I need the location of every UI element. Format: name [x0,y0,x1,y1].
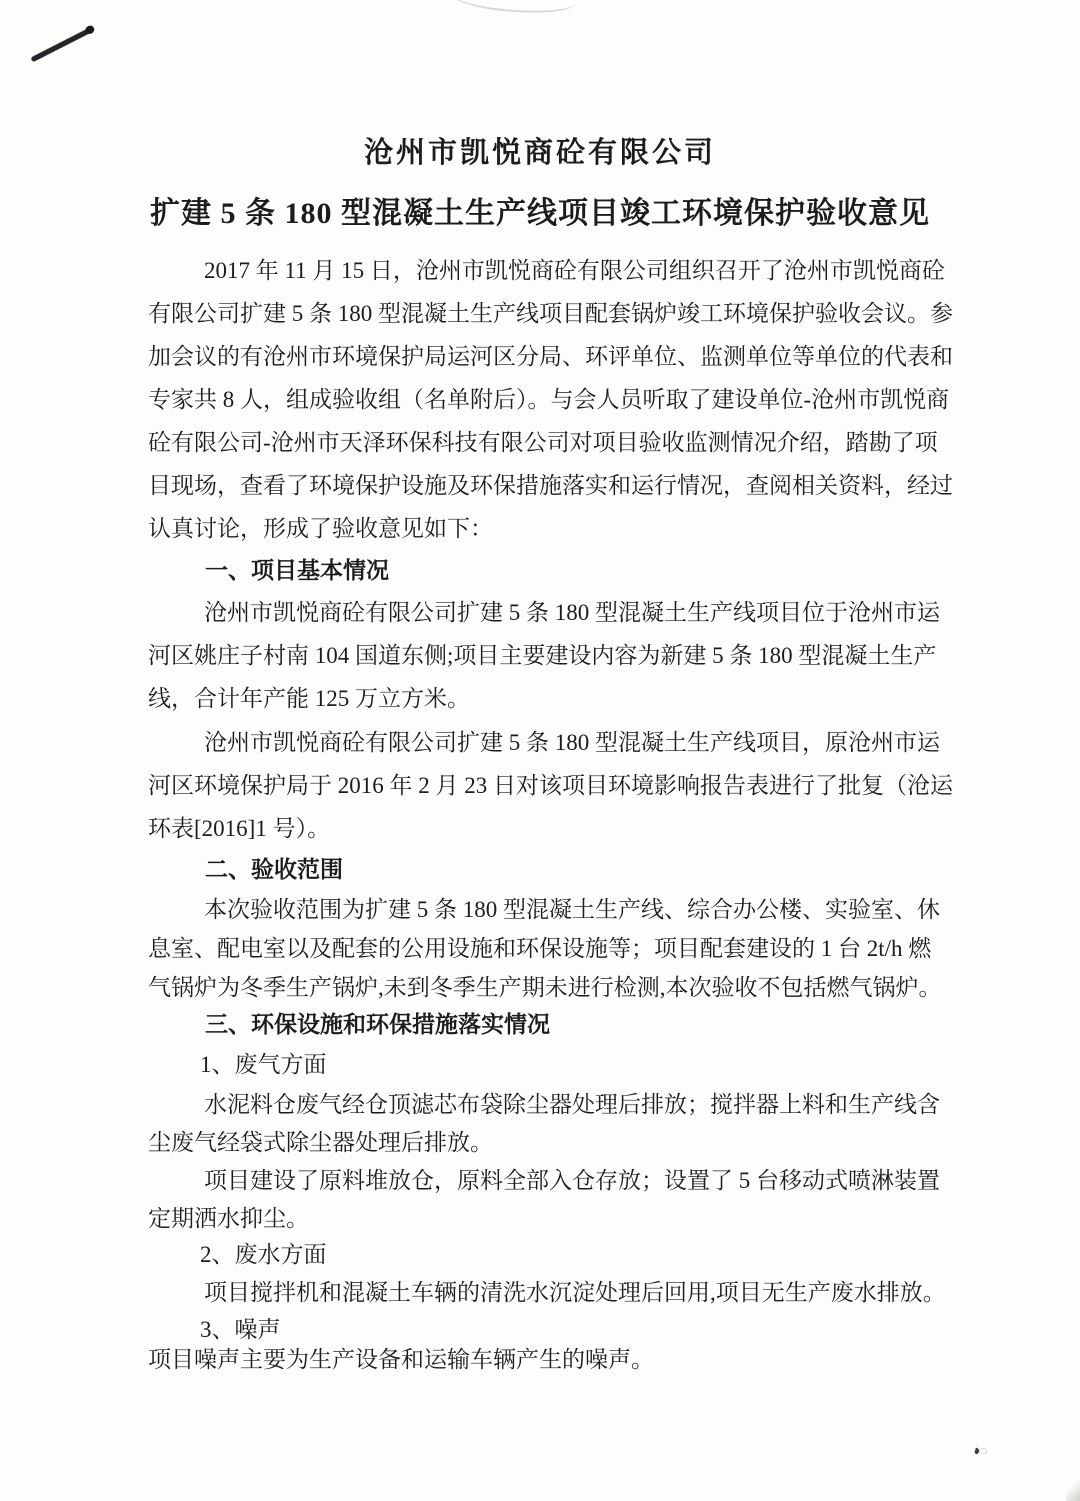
body-line: 2017 年 11 月 15 日，沧州市凯悦商砼有限公司组织召开了沧州市凯悦商砼 [204,258,945,283]
body-line: 沧州市凯悦商砼有限公司扩建 5 条 180 型混凝土生产线项目位于沧州市运 [204,600,940,625]
list-heading-waste-water [148,1236,923,1274]
body-line: 认真讨论，形成了验收意见如下： [148,516,493,541]
body-line: 砼有限公司-沧州市天泽环保科技有限公司对项目验收监测情况介绍，踏勘了项 [148,430,938,455]
section-heading-2 [148,850,923,890]
body-line: 河区姚庄子村南 104 国道东侧;项目主要建设内容为新建 5 条 180 型混凝土生产 [148,643,937,668]
section-heading-text: 三、环保设施和环保措施落实情况 [205,1012,550,1037]
section-heading-text: 二、验收范围 [205,857,343,882]
body-line: 加会议的有沧州市环境保护局运河区分局、环评单位、监测单位等单位的代表和 [148,344,953,369]
body-line: 项目噪声主要为生产设备和运输车辆产生的噪声。 [148,1347,654,1372]
list-heading-text: 1、废气方面 [200,1052,327,1077]
section-heading-3 [148,1005,923,1044]
body-line: 息室、配电室以及配套的公用设施和环保设施等；项目配套建设的 1 台 2t/h 燃 [148,936,932,961]
paragraph-project-basic [148,591,940,720]
paragraph-acceptance-scope [148,890,942,1007]
scan-corner-shade [1066,1461,1080,1501]
list-heading-text: 3、噪声 [200,1317,281,1342]
paragraph-noise [148,1343,923,1377]
list-heading-text: 2、废水方面 [200,1242,327,1267]
body-line: 线，合计年产能 125 万立方米。 [148,686,470,711]
section-heading-text: 一、项目基本情况 [205,558,389,583]
paragraph-waste-water [148,1274,946,1312]
paragraph-intro [148,249,953,550]
body-line: 有限公司扩建 5 条 180 型混凝土生产线项目配套锅炉竣工环境保护验收会议。参 [148,301,953,326]
body-line: 河区环境保护局于 2016 年 2 月 23 日对该项目环境影响报告表进行了批复（沧运 [148,773,953,798]
body-line: 项目搅拌机和混凝土车辆的清洗水沉淀处理后回用,项目无生产废水排放。 [204,1280,946,1305]
body-line: 定期洒水抑尘。 [148,1206,309,1231]
document-subtitle: 扩建 5 条 180 型混凝土生产线项目竣工环境保护验收意见 [150,197,930,230]
paragraph-waste-gas-1 [148,1086,940,1162]
body-line: 项目建设了原料堆放仓，原料全部入仓存放；设置了 5 台移动式喷淋装置 [204,1168,940,1193]
body-line: 尘废气经袋式除尘器处理后排放。 [148,1130,493,1155]
list-heading-waste-gas [148,1045,923,1084]
body-line: 专家共 8 人，组成验收组（名单附后）。与会人员听取了建设单位-沧州市凯悦商 [148,387,950,412]
body-line: 环表[2016]1 号）。 [148,816,331,841]
body-line: 目现场，查看了环境保护设施及环保措施落实和运行情况，查阅相关资料，经过 [148,473,953,498]
scan-artifact-curve [451,0,578,16]
body-line: 水泥料仓废气经仓顶滤芯布袋除尘器处理后排放；搅拌器上料和生产线含 [204,1092,940,1117]
pen-stroke-mark [31,27,94,62]
paragraph-approval [148,721,953,850]
ink-speck [974,1448,980,1455]
paragraph-waste-gas-2 [148,1162,940,1238]
body-line: 沧州市凯悦商砼有限公司扩建 5 条 180 型混凝土生产线项目，原沧州市运 [204,730,940,755]
section-heading-1 [148,549,923,592]
body-line: 本次验收范围为扩建 5 条 180 型混凝土生产线、综合办公楼、实验室、休 [204,897,940,922]
body-line: 气锅炉为冬季生产锅炉,未到冬季生产期未进行检测,本次验收不包括燃气锅炉。 [148,975,942,1000]
document-title: 沧州市凯悦商砼有限公司 [363,137,716,169]
